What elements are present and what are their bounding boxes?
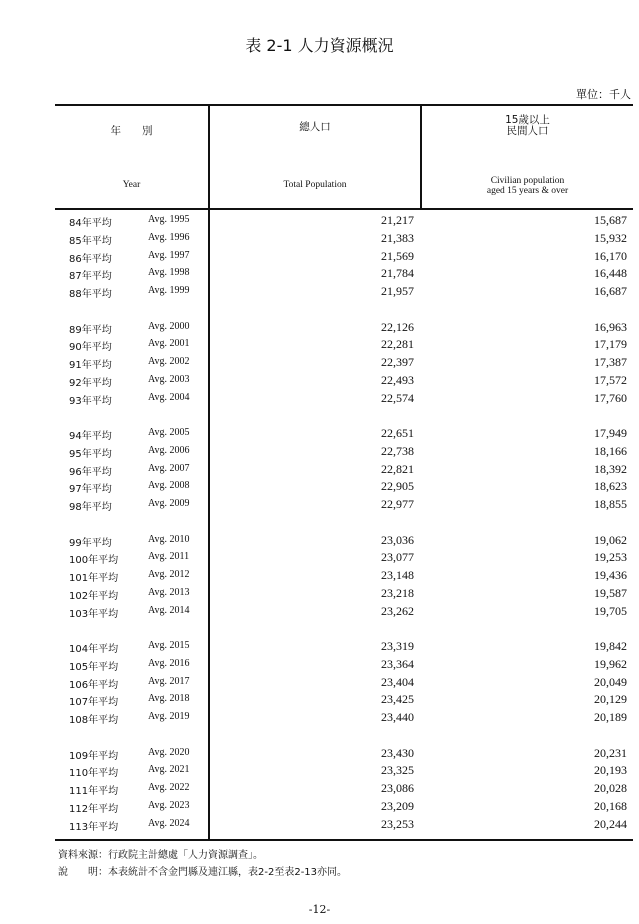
civilian-population-cell: 18,392 xyxy=(594,461,627,476)
year-zh-cell: 113年平均 xyxy=(69,821,119,833)
total-population-cell: 22,493 xyxy=(381,372,414,387)
civilian-population-cell: 18,623 xyxy=(594,479,627,494)
total-population-cell: 23,077 xyxy=(381,550,414,565)
year-zh-cell: 92年平均 xyxy=(69,377,112,389)
year-zh-cell: 102年平均 xyxy=(69,590,119,602)
year-en-cell: Avg. 2011 xyxy=(148,551,190,563)
civilian-population-cell: 16,963 xyxy=(594,319,627,334)
year-zh-cell: 97年平均 xyxy=(69,484,112,496)
total-population-cell: 21,784 xyxy=(381,266,414,281)
table-row xyxy=(0,603,639,621)
table-row xyxy=(0,780,639,798)
table-row xyxy=(0,425,639,443)
year-en-cell: Avg. 2008 xyxy=(148,480,190,492)
year-en-cell: Avg. 2021 xyxy=(148,764,190,776)
header-year-zh: 年 別 xyxy=(110,125,153,137)
civilian-population-cell: 19,842 xyxy=(594,639,627,653)
year-zh-cell: 90年平均 xyxy=(69,342,112,354)
year-zh-cell: 106年平均 xyxy=(69,679,119,691)
year-zh-cell: 87年平均 xyxy=(69,271,112,283)
civilian-population-cell: 19,587 xyxy=(594,585,627,600)
year-en-cell: Avg. 2002 xyxy=(148,356,190,367)
remark-note: 說 明：本表統計不含金門縣及連江縣，表2-2至表2-13亦同。 xyxy=(58,867,348,878)
table-row xyxy=(0,816,639,834)
civilian-population-cell: 18,166 xyxy=(594,443,627,458)
table-row xyxy=(0,372,639,390)
civilian-population-cell: 18,855 xyxy=(594,497,627,511)
header-civ-en-line1: Civilian population xyxy=(490,176,565,186)
year-en-cell: Avg. 2022 xyxy=(148,782,190,793)
year-en-cell: Avg. 2024 xyxy=(148,817,190,829)
page-number: -12- xyxy=(308,903,331,916)
total-population-cell: 23,430 xyxy=(381,745,414,760)
year-zh-cell: 95年平均 xyxy=(69,448,112,460)
civilian-population-cell: 20,129 xyxy=(594,692,627,707)
year-en-cell: Avg. 2001 xyxy=(148,338,190,350)
table-row xyxy=(0,496,639,514)
total-population-cell: 22,738 xyxy=(381,443,414,458)
total-population-cell: 22,126 xyxy=(381,319,414,334)
year-zh-cell: 84年平均 xyxy=(69,218,112,229)
table-row xyxy=(0,674,639,692)
total-population-cell: 22,905 xyxy=(381,479,414,494)
year-zh-cell: 89年平均 xyxy=(69,324,112,336)
year-en-cell: Avg. 1999 xyxy=(148,285,190,296)
total-population-cell: 23,036 xyxy=(381,532,414,547)
year-zh-cell: 104年平均 xyxy=(69,644,119,655)
civilian-population-cell: 17,949 xyxy=(594,426,627,440)
total-population-cell: 23,440 xyxy=(381,710,414,724)
table-row xyxy=(0,212,639,230)
table-row xyxy=(0,532,639,550)
total-population-cell: 22,397 xyxy=(381,355,414,369)
civilian-population-cell: 19,062 xyxy=(594,532,627,547)
table-row xyxy=(0,248,639,266)
header-year-en: Year xyxy=(122,180,141,190)
header-pop-zh: 總人口 xyxy=(299,121,331,133)
total-population-cell: 23,086 xyxy=(381,781,414,795)
year-en-cell: Avg. 2010 xyxy=(148,533,190,545)
year-en-cell: Avg. 1996 xyxy=(148,231,190,243)
total-population-cell: 22,281 xyxy=(381,337,414,352)
civilian-population-cell: 20,028 xyxy=(594,781,627,795)
total-population-cell: 23,209 xyxy=(381,798,414,813)
year-zh-cell: 98年平均 xyxy=(69,502,112,513)
year-en-cell: Avg. 1997 xyxy=(148,249,190,261)
year-en-cell: Avg. 2004 xyxy=(148,391,190,403)
total-population-cell: 23,148 xyxy=(381,568,414,582)
header-bottom-rule xyxy=(55,208,633,210)
civilian-population-cell: 15,687 xyxy=(594,213,627,227)
year-en-cell: Avg. 1998 xyxy=(148,267,190,279)
year-zh-cell: 94年平均 xyxy=(69,431,112,442)
header-civ-zh-line1: 15歲以上 xyxy=(505,114,550,126)
total-population-cell: 23,325 xyxy=(381,763,414,778)
total-population-cell: 22,821 xyxy=(381,461,414,476)
total-population-cell: 23,404 xyxy=(381,674,414,689)
total-population-cell: 23,218 xyxy=(381,585,414,600)
total-population-cell: 21,383 xyxy=(381,230,414,245)
year-zh-cell: 111年平均 xyxy=(69,786,119,797)
table-row xyxy=(0,745,639,763)
civilian-population-cell: 20,049 xyxy=(594,674,627,689)
header-civ-en xyxy=(422,176,633,196)
year-zh-cell: 112年平均 xyxy=(69,803,119,815)
table-row xyxy=(0,283,639,301)
year-zh-cell: 93年平均 xyxy=(69,395,112,407)
civilian-population-cell: 15,932 xyxy=(594,230,627,245)
table-row xyxy=(0,478,639,496)
total-population-cell: 23,253 xyxy=(381,816,414,831)
year-en-cell: Avg. 2009 xyxy=(148,498,190,509)
table-body xyxy=(0,212,639,833)
table-title: 表 2-1 人力資源概況 xyxy=(245,36,394,55)
header-civ-zh-line2: 民間人口 xyxy=(506,125,549,137)
table-row xyxy=(0,762,639,780)
table-row xyxy=(0,265,639,283)
total-population-cell: 22,651 xyxy=(381,426,414,440)
year-zh-cell: 85年平均 xyxy=(69,235,112,247)
year-en-cell: Avg. 2014 xyxy=(148,604,190,616)
year-en-cell: Avg. 2013 xyxy=(148,586,190,598)
unit-label: 單位：千人 xyxy=(576,88,631,101)
year-en-cell: Avg. 2016 xyxy=(148,657,190,669)
table-row xyxy=(0,638,639,656)
civilian-population-cell: 20,244 xyxy=(594,816,627,831)
year-en-cell: Avg. 2019 xyxy=(148,711,190,722)
civilian-population-cell: 17,179 xyxy=(594,337,627,352)
civilian-population-cell: 20,168 xyxy=(594,798,627,813)
year-zh-cell: 91年平均 xyxy=(69,360,112,371)
civilian-population-cell: 19,962 xyxy=(594,656,627,671)
table-row xyxy=(0,567,639,585)
year-en-cell: Avg. 2015 xyxy=(148,640,190,651)
total-population-cell: 21,957 xyxy=(381,284,414,298)
total-population-cell: 22,977 xyxy=(381,497,414,511)
year-en-cell: Avg. 2018 xyxy=(148,693,190,705)
civilian-population-cell: 17,387 xyxy=(594,355,627,369)
year-en-cell: Avg. 1995 xyxy=(148,214,190,225)
year-zh-cell: 96年平均 xyxy=(69,466,112,478)
year-zh-cell: 109年平均 xyxy=(69,750,119,762)
year-zh-cell: 100年平均 xyxy=(69,555,119,567)
year-zh-cell: 103年平均 xyxy=(69,608,119,620)
table-row xyxy=(0,354,639,372)
civilian-population-cell: 16,687 xyxy=(594,284,627,298)
civilian-population-cell: 17,572 xyxy=(594,372,627,387)
header-civ-zh xyxy=(422,115,633,137)
year-en-cell: Avg. 2012 xyxy=(148,569,190,580)
civilian-population-cell: 20,231 xyxy=(594,745,627,760)
civilian-population-cell: 19,253 xyxy=(594,550,627,565)
year-en-cell: Avg. 2006 xyxy=(148,444,190,456)
total-population-cell: 23,364 xyxy=(381,656,414,671)
civilian-population-cell: 20,189 xyxy=(594,710,627,724)
source-note: 資料來源：行政院主計總處「人力資源調查」。 xyxy=(58,850,263,861)
year-en-cell: Avg. 2017 xyxy=(148,675,190,687)
table-row xyxy=(0,461,639,479)
civilian-population-cell: 17,760 xyxy=(594,390,627,405)
total-population-cell: 23,319 xyxy=(381,639,414,653)
year-zh-cell: 105年平均 xyxy=(69,661,119,673)
year-zh-cell: 110年平均 xyxy=(69,768,119,780)
civilian-population-cell: 16,170 xyxy=(594,248,627,263)
year-zh-cell: 86年平均 xyxy=(69,253,112,265)
table-row xyxy=(0,691,639,709)
total-population-cell: 23,425 xyxy=(381,692,414,707)
table-row xyxy=(0,549,639,567)
table-bottom-rule xyxy=(55,839,633,841)
civilian-population-cell: 19,705 xyxy=(594,603,627,618)
total-population-cell: 21,569 xyxy=(381,248,414,263)
civilian-population-cell: 16,448 xyxy=(594,266,627,281)
table-row xyxy=(0,585,639,603)
year-en-cell: Avg. 2003 xyxy=(148,373,190,385)
table-row xyxy=(0,230,639,248)
total-population-cell: 23,262 xyxy=(381,603,414,618)
table-row xyxy=(0,390,639,408)
header-pop-en: Total Population xyxy=(283,180,347,190)
civilian-population-cell: 19,436 xyxy=(594,568,627,582)
table-row xyxy=(0,336,639,354)
table-row xyxy=(0,798,639,816)
year-en-cell: Avg. 2005 xyxy=(148,427,190,438)
top-rule xyxy=(55,104,633,106)
table-row xyxy=(0,656,639,674)
table-row xyxy=(0,319,639,337)
year-en-cell: Avg. 2000 xyxy=(148,320,190,332)
year-zh-cell: 99年平均 xyxy=(69,537,112,549)
year-zh-cell: 101年平均 xyxy=(69,573,119,584)
year-zh-cell: 108年平均 xyxy=(69,715,119,726)
total-population-cell: 22,574 xyxy=(381,390,414,405)
year-en-cell: Avg. 2023 xyxy=(148,799,190,811)
year-zh-cell: 88年平均 xyxy=(69,289,112,300)
year-zh-cell: 107年平均 xyxy=(69,697,119,709)
civilian-population-cell: 20,193 xyxy=(594,763,627,778)
year-en-cell: Avg. 2020 xyxy=(148,746,190,758)
year-en-cell: Avg. 2007 xyxy=(148,462,190,474)
table-row xyxy=(0,709,639,727)
header-civ-en-line2: aged 15 years & over xyxy=(486,186,569,196)
table-row xyxy=(0,443,639,461)
total-population-cell: 21,217 xyxy=(381,213,414,227)
